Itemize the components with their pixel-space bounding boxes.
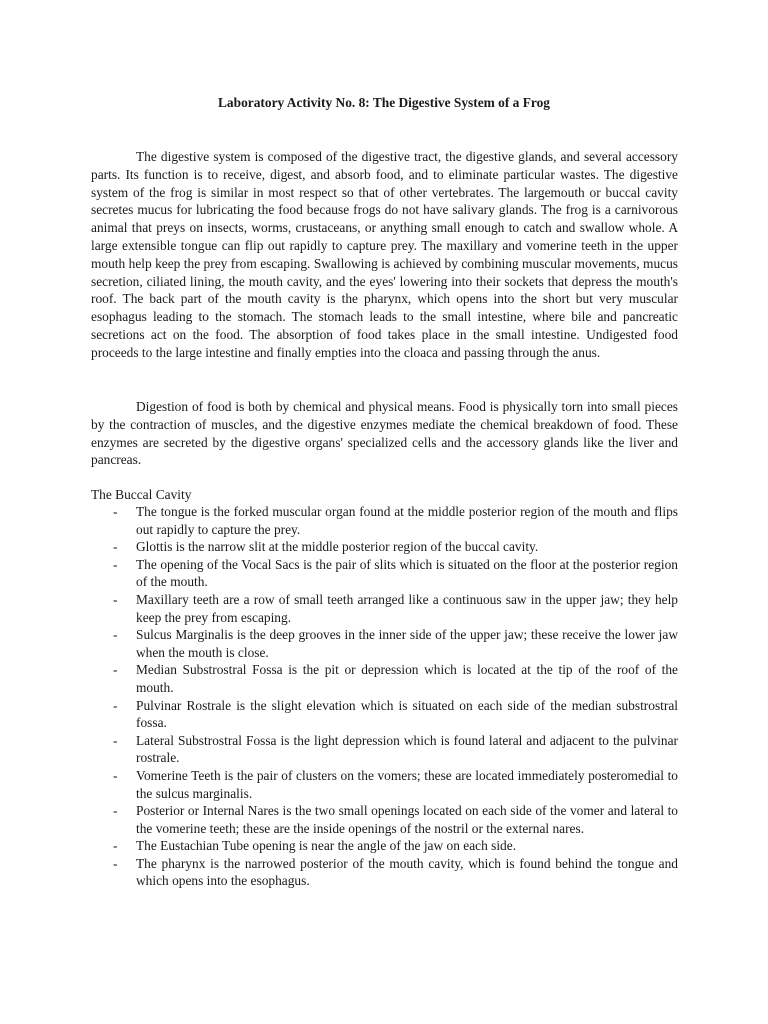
list-item bbox=[91, 697, 678, 732]
document-title: Laboratory Activity No. 8: The Digestive System of a Frog bbox=[218, 95, 550, 110]
list-item bbox=[91, 503, 678, 538]
list-bullet: - bbox=[113, 697, 118, 713]
list-bullet: - bbox=[113, 732, 118, 748]
list-bullet: - bbox=[113, 539, 118, 555]
list-item bbox=[91, 591, 678, 626]
list-item bbox=[91, 538, 678, 556]
buccal-cavity-list bbox=[91, 503, 678, 890]
section-heading-buccal-cavity: The Buccal Cavity bbox=[91, 487, 192, 502]
list-item bbox=[91, 626, 678, 661]
list-item-text: Sulcus Marginalis is the deep grooves in the inner side of the upper jaw; these receive the lower jaw when the mouth is close. bbox=[136, 627, 678, 660]
list-item-text: Maxillary teeth are a row of small teeth arranged like a continuous saw in the upper jaw; they help keep the prey from escaping. bbox=[136, 591, 678, 625]
list-item-text: The opening of the Vocal Sacs is the pair of slits which is situated on the floor at the posterior region of the mouth. bbox=[136, 556, 678, 590]
list-item-text: Glottis is the narrow slit at the middle posterior region of the buccal cavity. bbox=[136, 539, 539, 555]
intro-paragraph: The digestive system is composed of the digestive tract, the digestive glands, and several accessory parts. Its function is to receive, digest, and absorb food, and to eliminate particular wastes. The digestive system of the frog is similar in most respect so that of other vertebrates. The largemouth or buccal cavity secretes mucus for lubricating the food because frogs do not have salivary glands. The frog is a carnivorous animal that preys on insects, worms, crustaceans, or anything small enough to catch and swallow whole. A large extensible tongue can flip out rapidly to capture prey. The maxillary and vomerine teeth in the upper mouth help keep the prey from escaping. Swallowing is achieved by combining muscular movements, mucus secretion, ciliated lining, the mouth cavity, and the eyes' lowering into their sockets that depress the mouth's roof. The back part of the mouth cavity is the pharynx, which opens into the short but very muscular esophagus leading to the stomach. The stomach leads to the small intestine, where bile and pancreatic secretions act on the food. The absorption of food takes place in the small intestine. Undigested food proceeds to the large intestine and finally empties into the cloaca and passing through the anus. bbox=[91, 149, 678, 360]
list-bullet: - bbox=[113, 556, 118, 572]
list-bullet: - bbox=[113, 591, 118, 607]
list-bullet: - bbox=[113, 627, 118, 643]
list-item bbox=[91, 855, 678, 890]
list-item-text: The tongue is the forked muscular organ found at the middle posterior region of the mouth and flips out rapidly to capture the prey. bbox=[136, 504, 678, 537]
list-item-text: The pharynx is the narrowed posterior of the mouth cavity, which is found behind the tongue and which opens into the esophagus. bbox=[136, 855, 678, 889]
list-item-text: Lateral Substrostral Fossa is the light depression which is found lateral and adjacent to the pulvinar rostrale. bbox=[136, 732, 678, 766]
list-item bbox=[91, 661, 678, 696]
list-item bbox=[91, 802, 678, 837]
list-bullet: - bbox=[113, 803, 118, 819]
list-item bbox=[91, 837, 678, 855]
list-item-text: Vomerine Teeth is the pair of clusters on the vomers; these are located immediately posteromedial to the sulcus marginalis. bbox=[136, 767, 678, 801]
list-item-text: Pulvinar Rostrale is the slight elevation which is situated on each side of the median substrostral fossa. bbox=[136, 697, 678, 731]
list-bullet: - bbox=[113, 767, 118, 783]
list-item bbox=[91, 767, 678, 802]
list-item-text: Median Substrostral Fossa is the pit or depression which is located at the tip of the roof of the mouth. bbox=[136, 662, 678, 695]
digestion-paragraph: Digestion of food is both by chemical and physical means. Food is physically torn into small pieces by the contraction of muscles, and the digestive enzymes mediate the chemical breakdown of food. These enzymes are secreted by the digestive organs' specialized cells and the accessory glands like the liver and pancreas. bbox=[91, 399, 678, 468]
list-bullet: - bbox=[113, 838, 118, 854]
list-item bbox=[91, 732, 678, 767]
list-item-text: The Eustachian Tube opening is near the angle of the jaw on each side. bbox=[136, 838, 517, 854]
list-bullet: - bbox=[113, 855, 118, 871]
list-bullet: - bbox=[113, 662, 118, 678]
list-item-text: Posterior or Internal Nares is the two small openings located on each side of the vomer and lateral to the vomerine teeth; these are the inside openings of the nostril or the external nares. bbox=[136, 803, 678, 836]
list-item bbox=[91, 556, 678, 591]
list-bullet: - bbox=[113, 504, 118, 519]
